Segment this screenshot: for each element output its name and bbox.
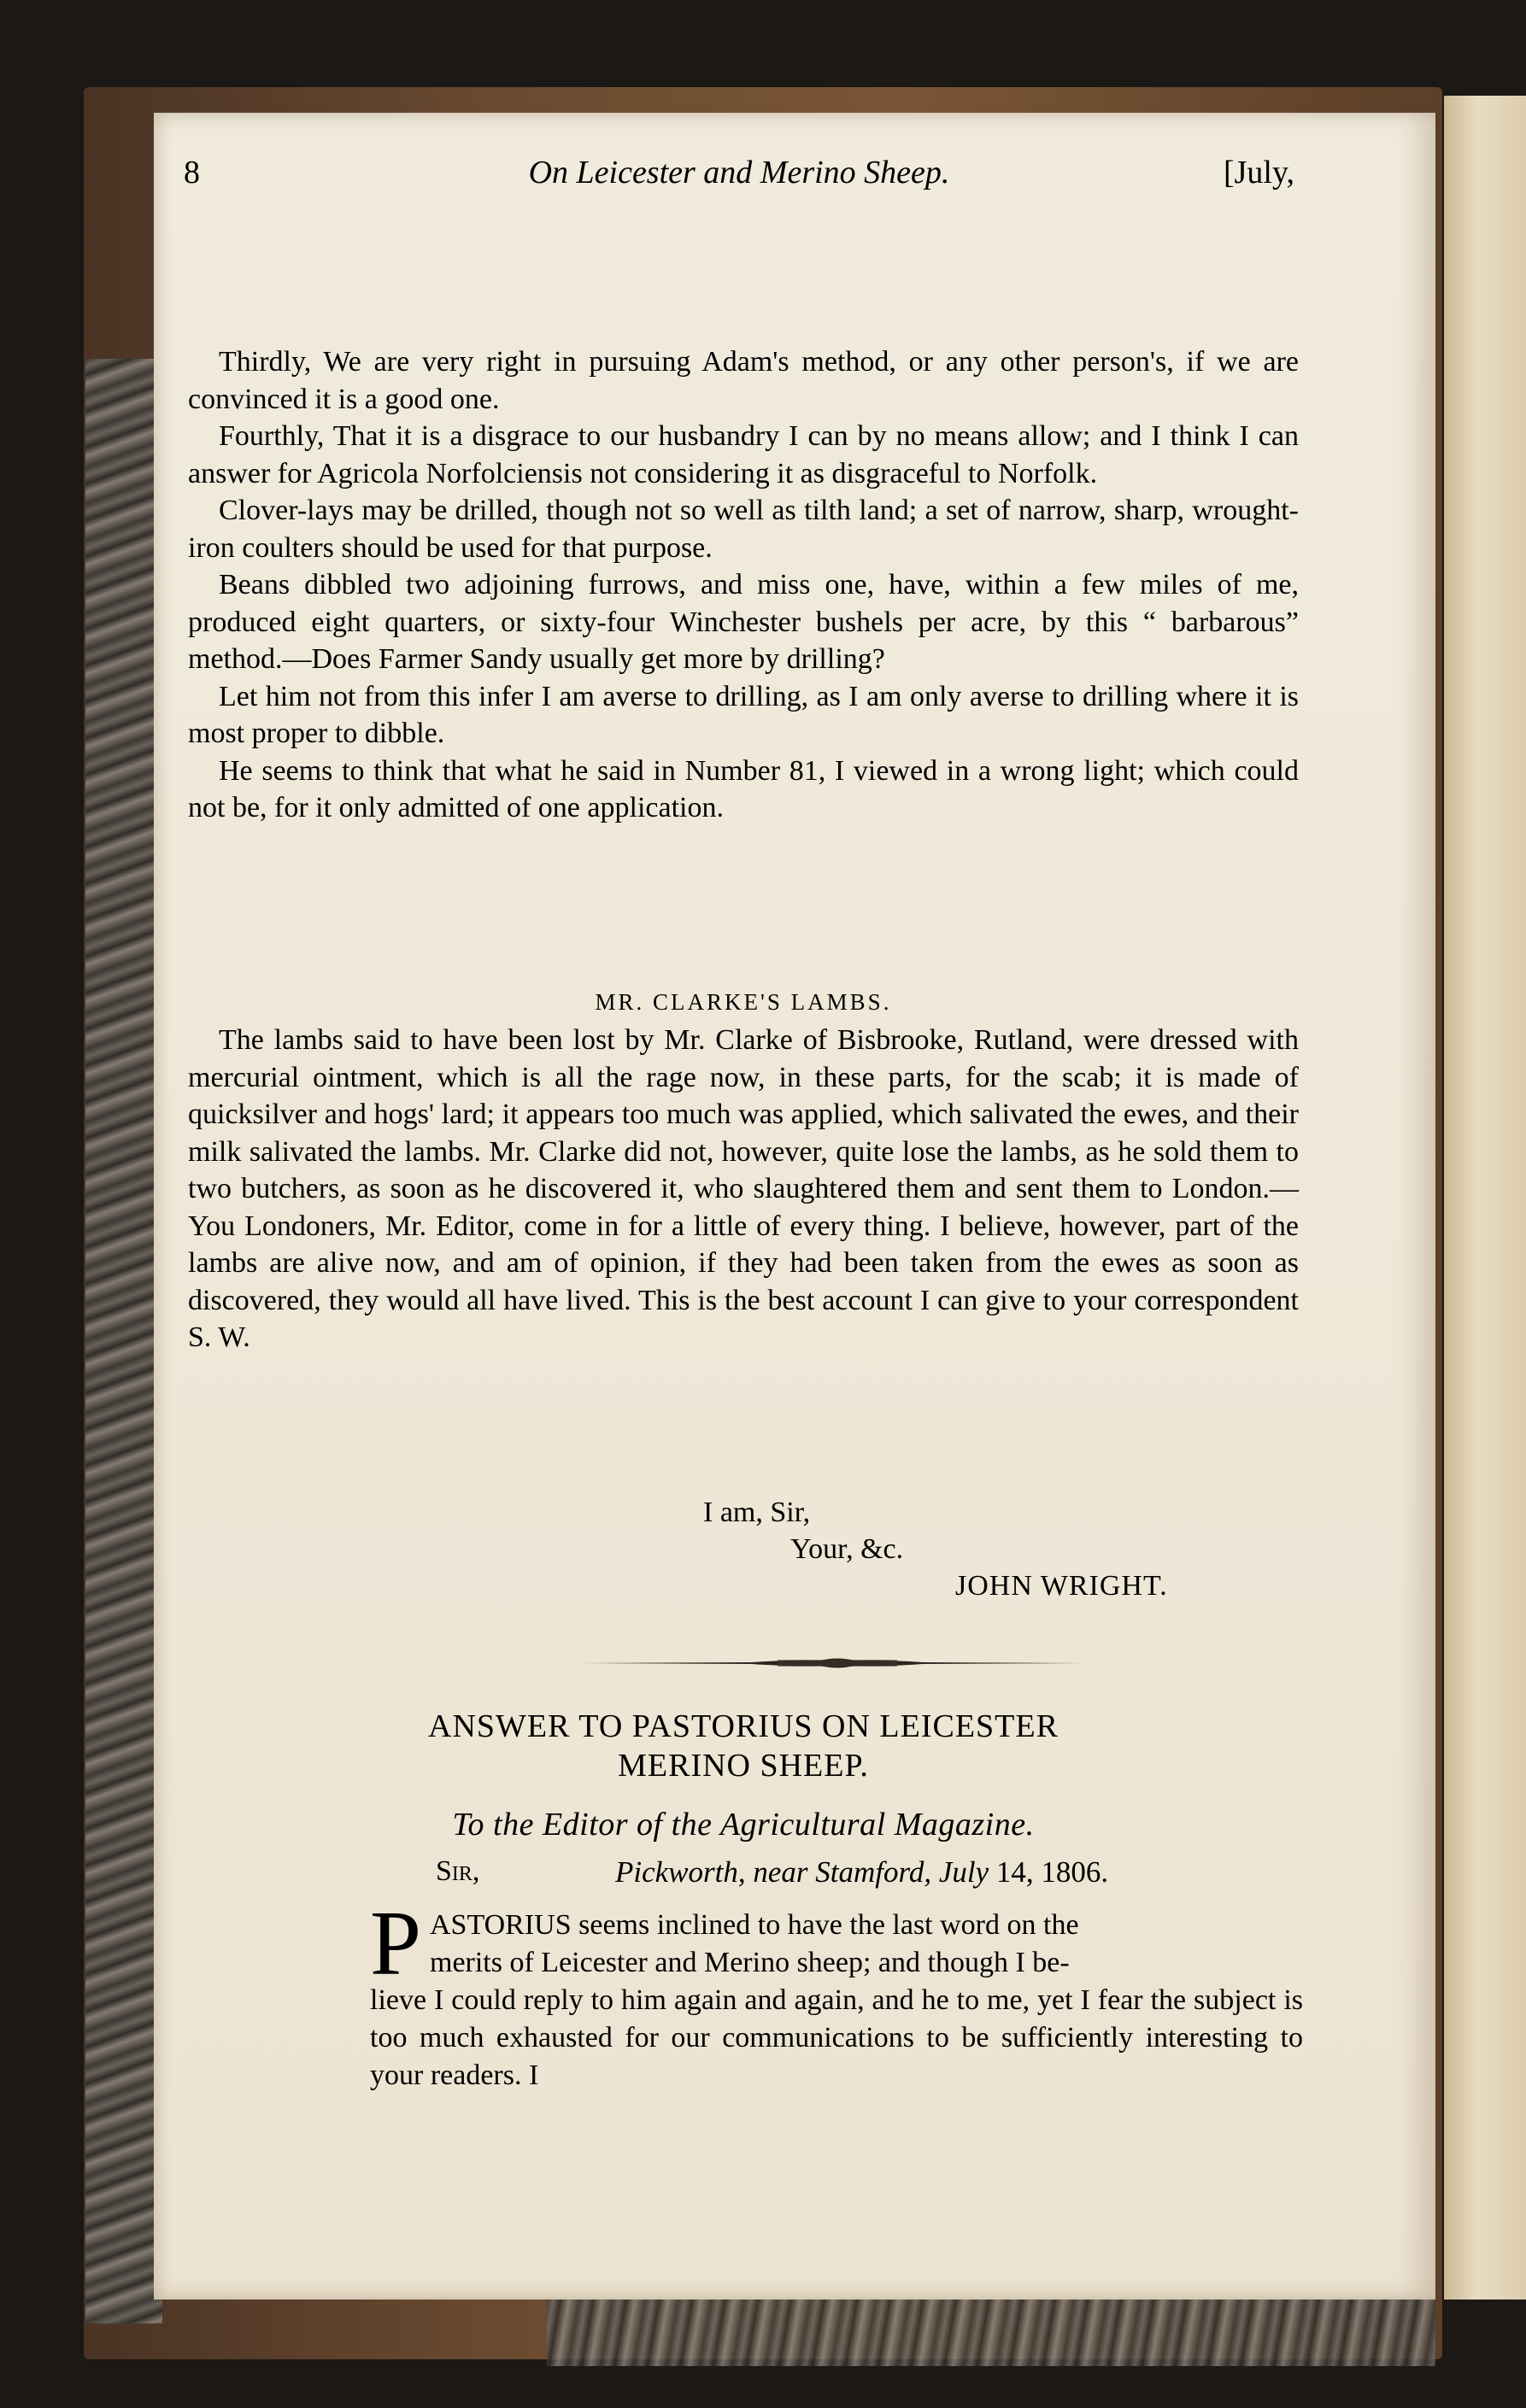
drop-cap: P [370, 1893, 422, 1995]
running-head [184, 154, 1294, 205]
letter-one-body [188, 343, 1299, 827]
page-number: 8 [184, 155, 200, 190]
dateline [615, 1855, 1108, 1889]
facing-page-edge [1444, 96, 1526, 2300]
section-body [188, 1022, 1299, 1356]
paragraph: Clover-lays may be drilled, though not so well as tilth land; a set of narrow, sharp, wrought-iron coulters should be used for that purpose. [188, 495, 1299, 564]
paragraph: Thirdly, We are very right in pursuing Adam's method, or any other person's, if we are convinced it is a good one. [188, 346, 1299, 415]
body-line: ASTORIUS seems inclined to have the last word on the [430, 1909, 1079, 1941]
closing-line-2: Your, &c. [790, 1533, 904, 1565]
paragraph: Let him not from this infer I am averse to drilling, as I am only averse to drilling where it is most proper to dibble. [188, 680, 1299, 749]
running-title: On Leicester and Merino Sheep. [528, 155, 950, 190]
dateline-date: 14, 1806. [995, 1855, 1109, 1889]
salutation: Sir, [436, 1855, 480, 1887]
paragraph: He seems to think that what he said in Number 81, I viewed in a wrong light; which could not be, for it only admitted of one application. [188, 754, 1299, 823]
marbled-edge [85, 359, 162, 2323]
body-line: merits of Leicester and Merino sheep; and though I be- [430, 1947, 1070, 1978]
paragraph: The lambs said to have been lost by Mr. Clarke of Bisbrooke, Rutland, were dressed with mercurial ointment, which is all the rage now, in these parts, for the scab; it is made of quicksilver and hogs' lard; it appears too much was applied, which salivated the ewes, and their milk salivated the lambs. Mr. Clarke did not, however, quite lose the lambs, as he sold them to two butchers, as soon as he discovered it, who slaughtered them and sent them to London.—You Londoners, Mr. Editor, come in for a little of every thing. I believe, however, part of the lambs are alive now, and am of opinion, if they had been taken from the ewes as soon as discovered, they would all have lived. This is the best account I can give to your correspondent S. W. [188, 1024, 1299, 1353]
body-text: lieve I could reply to him again and again, and he to me, yet I fear the subject is too much exhausted for our communications to be sufficiently interesting to your readers. I [370, 1984, 1303, 2091]
marbled-bottom-edge [547, 2298, 1435, 2366]
headline-line-2: MERINO SHEEP. [618, 1748, 869, 1784]
section-heading: MR. CLARKE'S LAMBS. [595, 989, 892, 1015]
dateline-place: Pickworth, near Stamford, July [615, 1855, 989, 1889]
letter-two-body [370, 1907, 1303, 2095]
headline-line-1: ANSWER TO PASTORIUS ON LEICESTER [428, 1708, 1059, 1744]
closing-line-1: I am, Sir, [703, 1497, 811, 1528]
paragraph: Fourthly, That it is a disgrace to our husbandry I can by no means allow; and I think I can answer for Agricola Norfolciensis not considering it as disgraceful to Norfolk. [188, 420, 1299, 489]
editor-address: To the Editor of the Agricultural Magazine. [452, 1807, 1035, 1843]
signature: JOHN WRIGHT. [955, 1570, 1168, 1602]
paragraph: Beans dibbled two adjoining furrows, and miss one, have, within a few miles of me, produced eight quarters, or sixty-four Winchester bushels per acre, by this “ barbarous” method.—Does Farmer Sandy usually get more by drilling? [188, 569, 1299, 675]
ornamental-rule [581, 1653, 1085, 1673]
running-month: [July, [1223, 155, 1294, 190]
